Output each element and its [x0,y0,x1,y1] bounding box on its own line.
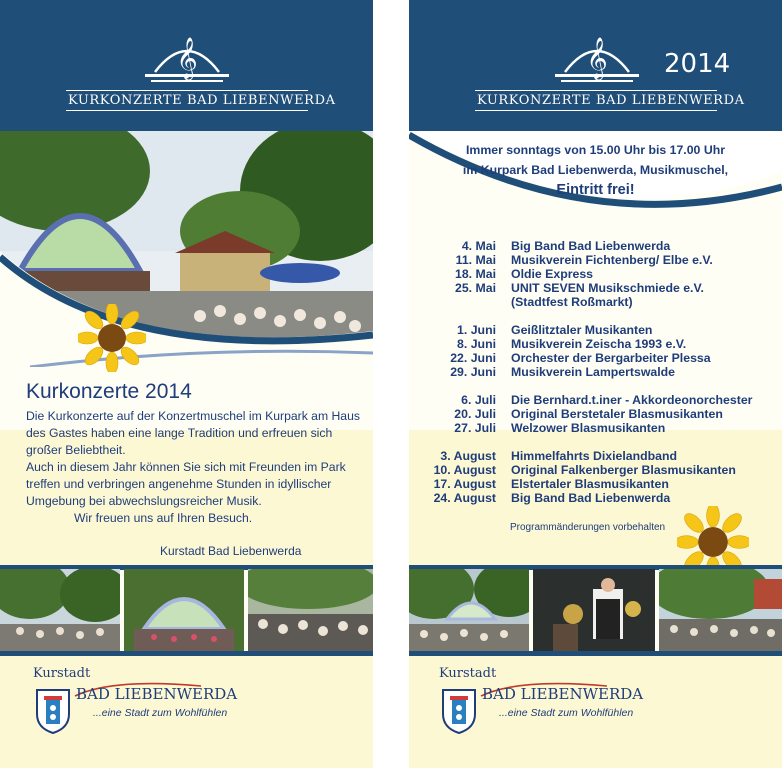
year-heading: 2014 [664,49,731,79]
city-logo-tagline: ...eine Stadt zum Wohlfühlen [499,707,634,719]
schedule-row [409,365,782,379]
info-line: im Kurpark Bad Liebenwerda, Musikmuschel, [462,163,729,177]
intro-paragraph: Die Kurkonzerte auf der Konzertmuschel im Kurpark am Haus des Gastes haben eine lange Tradition und erfreuen sich großer Beliebtheit. [26,409,360,457]
schedule-date: 1. Juni [457,323,496,337]
schedule-event: Big Band Bad Liebenwerda [511,239,671,253]
admission-free: Eintritt frei! [556,182,635,198]
schedule-row [409,351,782,365]
program-change-note: Programmänderungen vorbehalten [510,522,666,533]
schedule-event: Original Berstetaler Blasmusikanten [511,407,723,421]
schedule-date: 11. Mai [455,253,496,267]
schedule-event: Geißlitztaler Musikanten [511,323,653,337]
strip-photo-park-stage [659,569,782,651]
header-banner [409,0,782,131]
schedule-date: 10. August [433,463,496,477]
schedule-event: UNIT SEVEN Musikschmiede e.V. [511,281,704,295]
strip-photo-stage [124,569,244,651]
header-banner [0,0,373,131]
strip-photo-audience [248,569,373,651]
strip-divider-bottom [409,651,782,656]
concert-shell-photo [0,131,373,367]
closing-line: Wir freuen uns auf Ihren Besuch. [74,511,253,525]
svg-text:𝄞: 𝄞 [586,38,608,79]
logo-text: KURKONZERTE BAD LIEBENWERDA [68,93,336,108]
schedule-date: 6. Juli [461,393,496,407]
schedule-date: 20. Juli [454,407,496,421]
schedule-row [409,421,782,435]
coat-of-arms-icon [35,688,71,734]
signature: Kurstadt Bad Liebenwerda [160,544,302,558]
schedule-event: Orchester der Bergarbeiter Plessa [511,351,711,365]
strip-photo-shell [409,569,529,651]
sunflower-icon [78,304,146,372]
city-logo-kurstadt: Kurstadt [33,666,91,681]
schedule-row [409,393,782,407]
schedule-date: 24. August [433,491,496,505]
schedule-date: 29. Juni [450,365,496,379]
intro-text [26,408,361,527]
schedule-date: 22. Juni [450,351,496,365]
schedule-row [409,449,782,463]
schedule-event: Big Band Bad Liebenwerda [511,491,671,505]
schedule-date: 25. Mai [454,281,496,295]
city-logo [33,666,238,746]
info-line: Immer sonntags von 15.00 Uhr bis 17.00 Uhr [465,143,725,157]
logo-rule-bottom [475,110,717,111]
schedule-row [409,463,782,477]
schedule-event: Musikverein Lampertswalde [511,365,676,379]
logo-rule-top [475,90,717,91]
schedule-date: 8. Juni [457,337,496,351]
strip-divider-bottom [0,651,373,656]
city-logo [439,666,644,746]
strip-photo-park [0,569,120,651]
logo-rule-top [66,90,308,91]
treble-clef-logo-icon [547,28,647,90]
schedule-date: 27. Juli [454,421,496,435]
schedule-row [409,239,782,253]
treble-clef-logo-icon [137,28,237,90]
svg-text:𝄞: 𝄞 [176,38,198,79]
schedule-event: Musikverein Zeischa 1993 e.V. [511,337,687,351]
schedule-event: (Stadtfest Roßmarkt) [511,295,633,309]
logo-rule-bottom [66,110,308,111]
schedule-row [409,267,782,281]
schedule-date: 17. August [433,477,496,491]
schedule-row [409,477,782,491]
schedule-date: 3. August [440,449,496,463]
left-flyer-page [0,0,373,768]
schedule-event: Musikverein Fichtenberg/ Elbe e.V. [511,253,713,267]
schedule-event: Die Bernhard.t.iner - Akkordeonorchester [511,393,753,407]
intro-paragraph: Auch in diesem Jahr können Sie sich mit Freunden im Park treffen und verbringen angenehme Stunden in idyllischer Umgebung bei abwechslungsreicher Musik. [26,460,346,508]
schedule-date: 4. Mai [461,239,496,253]
schedule-date: 18. Mai [454,267,496,281]
city-logo-name: BAD LIEBENWERDA [482,685,644,703]
schedule-row [409,323,782,337]
schedule-row [409,491,782,505]
schedule-event: Oldie Express [511,267,594,281]
city-logo-name: BAD LIEBENWERDA [76,685,238,703]
info-block [409,140,782,200]
schedule-row [409,295,782,309]
city-logo-kurstadt: Kurstadt [439,666,497,681]
right-flyer-page [409,0,782,768]
schedule-row [409,337,782,351]
logo-text: KURKONZERTE BAD LIEBENWERDA [477,93,745,108]
schedule-row [409,253,782,267]
page-title: Kurkonzerte 2014 [26,380,192,403]
schedule-row [409,407,782,421]
coat-of-arms-icon [441,688,477,734]
city-logo-tagline: ...eine Stadt zum Wohlfühlen [93,707,228,719]
schedule-event: Himmelfahrts Dixielandband [511,449,678,463]
schedule-event: Original Falkenberger Blasmusikanten [511,463,736,477]
strip-photo-musicians [533,569,655,651]
schedule-event: Welzower Blasmusikanten [511,421,666,435]
schedule-event: Elstertaler Blasmusikanten [511,477,669,491]
schedule-row [409,281,782,295]
